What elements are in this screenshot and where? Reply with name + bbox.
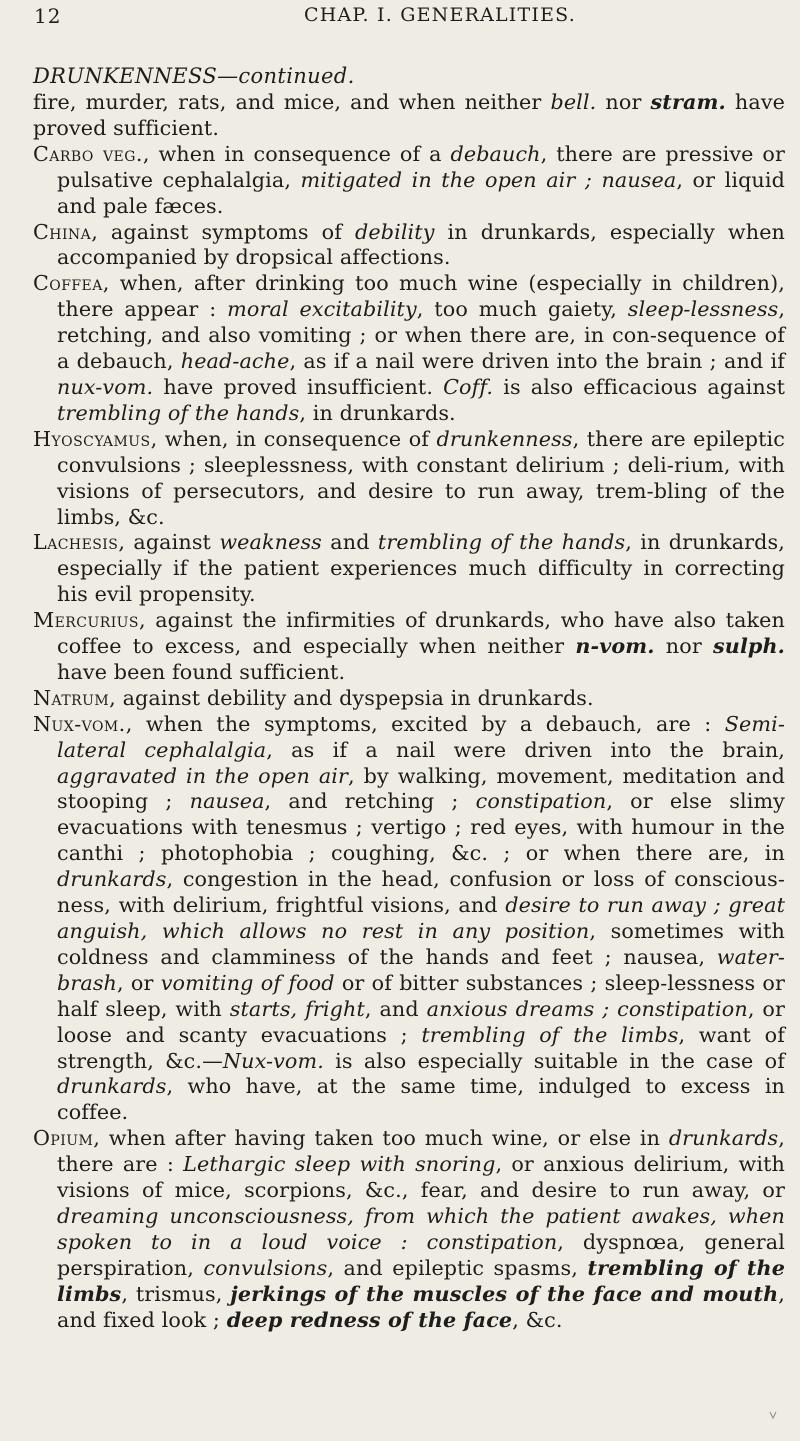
- paragraph-text: trembling of the hands: [57, 400, 300, 425]
- remedy-entry: [33, 712, 785, 1127]
- paragraph-text: , or liquid and pale fæces.: [57, 167, 785, 218]
- paragraph-text: , when in consequence of a: [142, 141, 451, 166]
- paragraph-text: , or: [117, 970, 161, 995]
- paragraph-text: , as if a nail were driven into the brain ; and if: [289, 349, 785, 374]
- paragraph-text: have proved insufficient.: [153, 374, 444, 399]
- remedy-name: Nux-vom.: [33, 711, 126, 736]
- paragraph-text: have proved sufficient.: [33, 90, 785, 140]
- paragraph-text: , when the symptoms, excited by a debauch, are :: [125, 711, 725, 736]
- paragraph-text: , or loose and scanty evacuations ;: [57, 996, 785, 1047]
- paragraph-text: aggravated in the open air: [57, 763, 349, 788]
- paragraph-text: , and: [364, 996, 427, 1021]
- remedy-entry: [33, 271, 785, 426]
- remedy-name: Lachesis: [33, 530, 119, 555]
- paragraph-text: debility: [355, 219, 435, 244]
- paragraph-text: , trismus,: [121, 1281, 231, 1306]
- running-head: CHAP. I. GENERALITIES.: [304, 4, 576, 26]
- page-header: [34, 4, 774, 40]
- paragraph-text: , there are epileptic convulsions ; sleeplessness, with constant delirium ; deli-rium, with visions of persecutors, and desire to run away, trem-bling of the limbs, &c.: [57, 426, 785, 529]
- remedy-entry: [33, 427, 785, 531]
- remedy-entry: [33, 686, 785, 712]
- paragraph-text: water-brash: [57, 944, 785, 995]
- paragraph-text: moral excitability: [227, 297, 417, 322]
- paragraph-text: , there are pressive or pulsative cephalalgia,: [57, 141, 785, 192]
- paragraph-text: sulph.: [713, 634, 785, 659]
- paragraph-text: Nux-vom.: [222, 1048, 324, 1073]
- paragraph-text: jerkings of the muscles of the face and mouth: [230, 1281, 779, 1306]
- page-content: [33, 62, 785, 1422]
- section-title: DRUNKENNESS—continued.: [33, 64, 355, 88]
- paragraph-text: , and epileptic spasms,: [327, 1255, 588, 1280]
- paragraph-text: convulsions: [203, 1255, 328, 1280]
- remedy-entry: [33, 1126, 785, 1333]
- paragraph-text: debauch: [450, 141, 541, 166]
- paragraph-text: , against: [118, 530, 220, 555]
- faint-page-mark: [768, 1408, 778, 1424]
- paragraph-text: trembling of the limbs: [57, 1255, 785, 1306]
- paragraph-text: , too much gaiety,: [416, 297, 628, 322]
- paragraph-text: fire, murder, rats, and mice, and when neither: [33, 90, 551, 114]
- paragraph-text: , when, after drinking too much wine (especially in children), there appear :: [57, 271, 785, 322]
- paragraph-text: or of bitter substances ; sleep-lessness or half sleep, with: [57, 970, 785, 1021]
- paragraph-text: drunkards: [57, 867, 167, 892]
- paragraph-text: , congestion in the head, confusion or loss of conscious-ness, with delirium, frightful visions, and: [57, 867, 785, 918]
- remedy-name: Coffea: [33, 271, 103, 296]
- continued-paragraph: [33, 90, 785, 142]
- paragraph-text: nux-vom.: [57, 374, 154, 399]
- paragraph-text: , or else slimy evacuations with tenesmus ; vertigo ; red eyes, with humour in the canthi ; photophobia ; coughing, &c. ; or when there are, in: [57, 789, 785, 866]
- remedy-name: Natrum: [33, 685, 110, 710]
- remedy-entry: [33, 142, 785, 220]
- paragraph-text: , in drunkards, especially if the patient experiences much difficulty in correcting his evil propensity.: [57, 530, 785, 607]
- remedy-name: China: [33, 219, 92, 244]
- paragraph-text: head-ache: [180, 349, 290, 374]
- paragraph-text: , sometimes with coldness and clamminess of the hands and feet ; nausea,: [57, 919, 785, 969]
- paragraph-text: drunkards: [57, 1074, 167, 1099]
- paragraph-text: nor: [654, 634, 714, 659]
- remedy-entry: [33, 608, 785, 686]
- paragraph-text: , against debility and dyspepsia in drunkards.: [109, 685, 594, 710]
- paragraph-text: , by walking, movement, meditation and stooping ;: [57, 763, 785, 814]
- paragraph-text: deep redness of the face: [226, 1307, 513, 1332]
- paragraph-text: , who have, at the same time, indulged to excess in coffee.: [57, 1074, 785, 1125]
- paragraph-text: stram.: [650, 90, 726, 114]
- paragraph-text: , there are :: [57, 1126, 785, 1177]
- paragraph-text: , in drunkards.: [299, 400, 456, 425]
- paragraph-text: drunkenness: [436, 426, 573, 451]
- remedy-name: Hyoscyamus: [33, 426, 151, 451]
- paragraph-text: , dyspnœa, general perspiration,: [57, 1229, 785, 1280]
- paragraph-text: have been found sufficient.: [57, 659, 346, 684]
- remedy-name: Mercurius: [33, 608, 139, 633]
- paragraph-text: bell.: [550, 90, 597, 114]
- paragraph-text: , when after having taken too much wine, or else in: [93, 1126, 669, 1151]
- paragraph-text: Lethargic sleep with snoring: [183, 1152, 496, 1177]
- paragraph-text: starts, fright: [229, 996, 365, 1021]
- paragraph-text: , and retching ;: [264, 789, 476, 814]
- paragraph-text: Coff.: [443, 374, 494, 399]
- remedy-name: Carbo veg.: [33, 141, 143, 166]
- paragraph-text: vomiting of food: [160, 970, 335, 995]
- paragraph-text: , against symptoms of: [91, 219, 355, 244]
- paragraph-text: nausea: [189, 789, 265, 814]
- paragraph-text: dreaming unconsciousness, from which the patient awakes, when spoken to in a loud voice : constipation: [57, 1203, 785, 1254]
- paragraph-text: is also especially suitable in the case of: [323, 1048, 785, 1073]
- paragraph-text: trembling of the hands: [377, 530, 626, 555]
- paragraph-text: drunkards: [668, 1126, 779, 1151]
- paragraph-text: nor: [596, 90, 651, 114]
- remedy-name: Opium: [33, 1126, 94, 1151]
- paragraph-text: , retching, and also vomiting ; or when there are, in con-sequence of a debauch,: [57, 297, 786, 374]
- paragraph-text: n-vom.: [575, 634, 655, 659]
- paragraph-text: trembling of the limbs: [421, 1022, 679, 1047]
- paragraph-text: , &c.: [512, 1307, 563, 1332]
- paragraph-text: Semi-lateral cephalalgia: [57, 711, 785, 762]
- paragraph-text: , against the infirmities of drunkards, who have also taken coffee to excess, and especially when neither: [57, 608, 785, 659]
- paragraph-text: constipation: [475, 789, 607, 814]
- paragraph-text: , as if a nail were driven into the brain,: [266, 737, 785, 762]
- paragraph-text: , and fixed look ;: [57, 1281, 785, 1332]
- paragraph-text: sleep-lessness: [627, 297, 779, 322]
- paragraph-text: in drunkards, especially when accompanied by dropsical affections.: [57, 219, 785, 270]
- paragraph-text: weakness: [219, 530, 322, 555]
- page-number: 12: [34, 4, 62, 28]
- remedy-paragraphs: [33, 90, 785, 1334]
- paragraph-text: is also efficacious against: [493, 374, 786, 399]
- paragraph-text: and: [321, 530, 378, 555]
- paragraph-text: anxious dreams ; constipation: [426, 996, 748, 1021]
- paragraph-text: , when, in consequence of: [150, 426, 437, 451]
- remedy-entry: [33, 220, 785, 272]
- remedy-entry: [33, 530, 785, 608]
- paragraph-text: , or anxious delirium, with visions of mice, scorpions, &c., fear, and desire to run away, or: [57, 1152, 785, 1203]
- paragraph-text: mitigated in the open air ; nausea: [300, 167, 677, 192]
- paragraph-text: desire to run away ; great anguish, which allows no rest in any position: [57, 893, 786, 943]
- paragraph-text: , want of strength, &c.—: [57, 1022, 785, 1073]
